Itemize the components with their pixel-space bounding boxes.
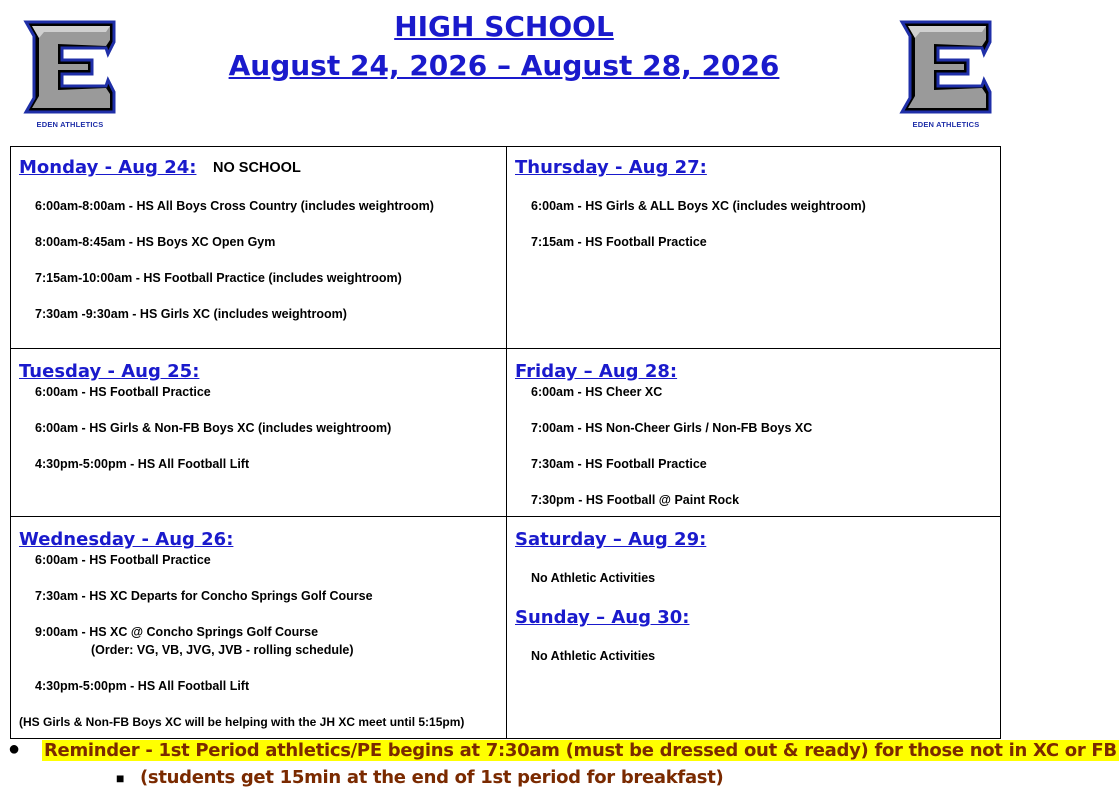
event-item: 4:30pm-5:00pm - HS All Football Lift [35,679,250,693]
event-item: 6:00am - HS Cheer XC [531,385,663,399]
schedule-table [10,146,1001,739]
event-item: 6:00am - HS Girls & ALL Boys XC (includes weightroom) [531,199,866,213]
event-item: 6:00am - HS Girls & Non-FB Boys XC (includes weightroom) [35,421,392,435]
monday-cell [11,147,507,349]
day-heading-tuesday: Tuesday - Aug 25: [19,361,200,382]
event-item: 9:00am - HS XC @ Concho Springs Golf Course [35,625,319,639]
no-school-label: NO SCHOOL [213,160,301,176]
reminder-text: Reminder - 1st Period athletics/PE begins at 7:30am (must be dressed out & ready) for those not in XC or FB [44,740,1117,761]
event-item: 4:30pm-5:00pm - HS All Football Lift [35,457,250,471]
date-range-title: August 24, 2026 – August 28, 2026 [228,49,780,82]
logo-caption: EDEN ATHLETICS [912,120,980,129]
event-item: 8:00am-8:45am - HS Boys XC Open Gym [35,235,276,249]
day-heading-friday: Friday – Aug 28: [515,361,678,382]
event-item: 6:00am - HS Football Practice [35,553,211,567]
logo-caption: EDEN ATHLETICS [36,120,104,129]
event-item: 7:30am - HS Football Practice [531,457,707,471]
event-item: 6:00am - HS Football Practice [35,385,211,399]
day-heading-thursday: Thursday - Aug 27: [515,157,707,178]
bullet-icon: ● [8,738,21,760]
event-item: 7:30am - HS XC Departs for Concho Springs Golf Course [35,589,373,603]
square-bullet-icon: ■ [116,770,125,786]
tuesday-cell [11,349,507,517]
event-sub-item: (Order: VG, VB, JVG, JVB - rolling schedule) [91,643,354,657]
event-item: 7:30am -9:30am - HS Girls XC (includes weightroom) [35,307,347,321]
event-item: 7:15am - HS Football Practice [531,235,707,249]
event-item: 7:00am - HS Non-Cheer Girls / Non-FB Boys XC [531,421,813,435]
thursday-cell [507,147,1001,349]
wednesday-note: (HS Girls & Non-FB Boys XC will be helping with the JH XC meet until 5:15pm) [19,715,465,729]
day-heading-wednesday: Wednesday - Aug 26: [19,529,234,550]
friday-cell [507,349,1001,517]
event-item: No Athletic Activities [531,571,656,585]
event-item: No Athletic Activities [531,649,656,663]
day-heading-monday: Monday - Aug 24: [19,157,197,178]
wednesday-cell [11,517,507,739]
day-heading-saturday: Saturday – Aug 29: [515,529,707,550]
event-item: 7:15am-10:00am - HS Football Practice (includes weightroom) [35,271,402,285]
page-title: HIGH SCHOOL [394,10,614,43]
day-heading-sunday: Sunday – Aug 30: [515,607,690,628]
weekend-cell [507,517,1001,739]
event-item: 7:30pm - HS Football @ Paint Rock [531,493,740,507]
event-item: 6:00am-8:00am - HS All Boys Cross Country (includes weightroom) [35,199,434,213]
reminder-subtext: (students get 15min at the end of 1st period for breakfast) [140,767,724,788]
